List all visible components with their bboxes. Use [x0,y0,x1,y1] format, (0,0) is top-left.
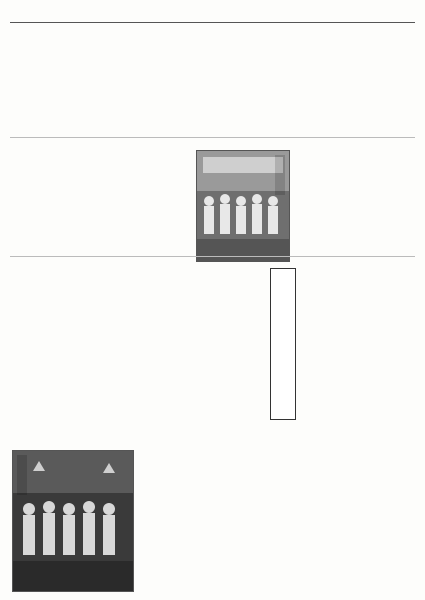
page-header [10,7,415,21]
group-photo-2-image [13,451,133,591]
group-photo-2 [12,450,134,592]
article2-body [12,142,162,250]
section-divider [10,137,415,138]
continued-text-top-middle [155,28,305,133]
article2-author [160,200,170,250]
article3-body [320,142,415,250]
article4-author [238,300,248,380]
article4-subtitle [250,270,264,418]
photo1-banner [275,155,285,195]
header-divider [10,22,415,23]
article1-author [116,62,126,132]
article1-title [128,32,144,127]
article2-title [170,145,188,250]
article4-body [300,262,415,592]
article4-title [275,275,291,415]
photo2-banner [17,455,27,495]
section-divider [10,256,415,257]
group-photo-1 [196,150,290,262]
continued-text-top-right [305,28,415,133]
article4-title-frame [270,268,296,420]
bottom-left-text [12,262,132,442]
article3-title [300,145,316,245]
article1-body [12,28,112,133]
article4-left-continuation [140,262,235,592]
article3-author [290,200,300,250]
